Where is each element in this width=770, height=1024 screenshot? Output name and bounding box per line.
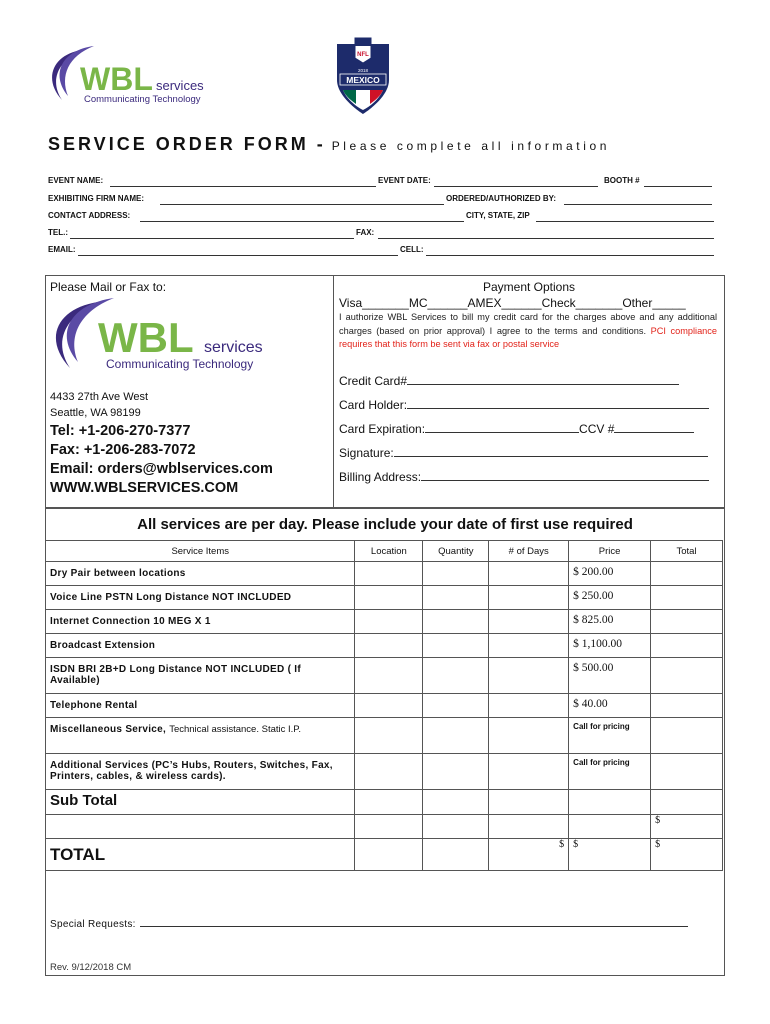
price-cell: $ 200.00 — [569, 562, 651, 586]
total-label: TOTAL — [46, 839, 355, 871]
location-cell[interactable] — [355, 718, 423, 754]
billing-field[interactable] — [421, 471, 709, 481]
location-cell[interactable] — [355, 694, 423, 718]
contact-address-field[interactable] — [140, 221, 464, 222]
location-cell[interactable] — [355, 562, 423, 586]
card-expiration-label: Card Expiration: — [339, 422, 426, 436]
total-cell[interactable] — [651, 658, 723, 694]
signature-label: Signature: — [339, 446, 394, 460]
address-line-1: 4433 27th Ave West — [50, 391, 149, 403]
ccv-field[interactable] — [614, 423, 694, 433]
days-cell[interactable] — [489, 586, 569, 610]
logo-large-suffix: services — [204, 339, 263, 356]
days-cell[interactable] — [489, 610, 569, 634]
price-cell: $ 825.00 — [569, 610, 651, 634]
days-cell[interactable] — [489, 694, 569, 718]
price-cell: Call for pricing — [569, 754, 651, 790]
service-item: Additional Services (PC’s Hubs, Routers, Switches, Fax, Printers, cables, & wireless cards). — [46, 754, 355, 790]
subtotal-label: Sub Total — [46, 790, 355, 815]
logo-tagline: Communicating Technology — [84, 94, 201, 105]
services-heading: All services are per day. Please include your date of first use required — [137, 516, 633, 533]
location-cell[interactable] — [355, 610, 423, 634]
event-date-label: EVENT DATE: — [378, 176, 431, 185]
field-row-tel — [48, 228, 714, 242]
contact-address-label: CONTACT ADDRESS: — [48, 211, 131, 220]
ordered-by-label: ORDERED/AUTHORIZED BY: — [446, 194, 557, 203]
price-cell: $ 500.00 — [569, 658, 651, 694]
table-header-row — [46, 541, 723, 562]
total-total-value[interactable]: $ — [651, 839, 723, 871]
quantity-cell[interactable] — [423, 562, 489, 586]
col-days: # of Days — [489, 541, 569, 562]
fax-field[interactable] — [378, 238, 714, 239]
days-cell[interactable] — [489, 658, 569, 694]
total-cell[interactable] — [651, 718, 723, 754]
service-item-note: Technical assistance. Static I.P. — [169, 724, 302, 735]
payment-methods[interactable]: Visa_______MC______AMEX______Check_______Other_____ — [339, 296, 686, 310]
service-item: Internet Connection 10 MEG X 1 — [46, 610, 355, 634]
fax-label: FAX: — [356, 228, 375, 237]
nfl-mexico-badge — [333, 36, 393, 116]
service-item-title: Miscellaneous Service, — [50, 724, 167, 735]
quantity-cell[interactable] — [423, 658, 489, 694]
col-service-items: Service Items — [46, 541, 355, 562]
authorization-text — [339, 311, 717, 352]
total-price-value[interactable]: $ — [569, 839, 651, 871]
event-name-field[interactable] — [110, 186, 376, 187]
svg-text:NFL: NFL — [357, 52, 369, 58]
badge-year: 2018 — [357, 68, 369, 73]
payment-title: Payment Options — [482, 280, 576, 294]
days-cell[interactable] — [489, 718, 569, 754]
price-cell: Call for pricing — [569, 718, 651, 754]
ordered-by-field[interactable] — [564, 204, 712, 205]
table-row — [46, 634, 723, 658]
event-date-field[interactable] — [434, 186, 598, 187]
special-requests-label: Special Requests: — [50, 919, 136, 930]
cell-label: CELL: — [400, 245, 424, 254]
table-row — [46, 610, 723, 634]
email-label: EMAIL: — [48, 245, 76, 254]
signature-row — [339, 446, 708, 460]
credit-card-label: Credit Card# — [339, 374, 408, 388]
location-cell[interactable] — [355, 754, 423, 790]
wbl-logo-large — [46, 296, 310, 376]
signature-field[interactable] — [394, 447, 708, 457]
days-cell[interactable] — [489, 634, 569, 658]
total-cell[interactable] — [651, 562, 723, 586]
service-item — [46, 718, 355, 754]
booth-label: BOOTH # — [604, 176, 640, 185]
quantity-cell[interactable] — [423, 754, 489, 790]
address-line-2: Seattle, WA 98199 — [50, 407, 141, 419]
form-title-sub: Please complete all information — [331, 139, 611, 153]
credit-card-row — [339, 374, 679, 388]
total-cell[interactable] — [651, 694, 723, 718]
col-total: Total — [651, 541, 723, 562]
contact-website: WWW.WBLSERVICES.COM — [50, 480, 239, 496]
badge-country: MEXICO — [346, 75, 380, 85]
city-state-zip-field[interactable] — [536, 221, 714, 222]
special-requests — [50, 918, 688, 930]
location-cell[interactable] — [355, 658, 423, 694]
location-cell[interactable] — [355, 634, 423, 658]
card-holder-row — [339, 398, 709, 412]
logo-suffix: services — [156, 78, 204, 93]
card-holder-field[interactable] — [407, 399, 709, 409]
contact-tel: Tel: +1-206-270-7377 — [50, 423, 191, 439]
quantity-cell[interactable] — [423, 694, 489, 718]
logo-large-brand: WBL — [98, 314, 194, 361]
tel-field[interactable] — [70, 238, 354, 239]
card-expiration-field[interactable] — [425, 423, 579, 433]
service-item: Voice Line PSTN Long Distance NOT INCLUDED — [46, 586, 355, 610]
quantity-cell[interactable] — [423, 718, 489, 754]
cell-field[interactable] — [426, 255, 714, 256]
total-cell[interactable] — [651, 634, 723, 658]
price-cell: $ 1,100.00 — [569, 634, 651, 658]
service-item: Telephone Rental — [46, 694, 355, 718]
authorization-body: I authorize WBL Services to bill my credit card for the charges above and any additional charges (based on prior approval) I agree to the terms and conditions. — [339, 312, 717, 336]
service-item: Dry Pair between locations — [46, 562, 355, 586]
total-cell[interactable] — [651, 754, 723, 790]
email-field[interactable] — [78, 255, 398, 256]
wbl-logo — [44, 44, 234, 110]
days-cell[interactable] — [489, 562, 569, 586]
booth-field[interactable] — [644, 186, 712, 187]
table-row — [46, 694, 723, 718]
services-table — [45, 540, 723, 871]
form-title — [48, 134, 610, 155]
days-cell[interactable] — [489, 754, 569, 790]
service-item: Broadcast Extension — [46, 634, 355, 658]
logo-brand: WBL — [80, 61, 153, 97]
subtotal-row — [46, 790, 723, 815]
tel-label: TEL.: — [48, 228, 68, 237]
special-requests-field[interactable] — [140, 918, 688, 927]
table-row — [46, 658, 723, 694]
billing-row — [339, 470, 709, 484]
pci-notice: PCI compliance requires that this form be sent via fax or postal service — [339, 325, 717, 349]
field-row-event — [48, 176, 714, 190]
service-item: ISDN BRI 2B+D Long Distance NOT INCLUDED ( If Available) — [46, 658, 355, 694]
quantity-cell[interactable] — [423, 634, 489, 658]
credit-card-field[interactable] — [407, 375, 679, 385]
col-price: Price — [569, 541, 651, 562]
col-quantity: Quantity — [423, 541, 489, 562]
card-expiration-row — [339, 422, 694, 436]
subtotal-value-row — [46, 815, 723, 839]
col-location: Location — [355, 541, 423, 562]
table-row — [46, 754, 723, 790]
exhibiting-firm-label: EXHIBITING FIRM NAME: — [48, 194, 144, 203]
quantity-cell[interactable] — [423, 586, 489, 610]
field-row-firm — [48, 194, 714, 208]
subtotal-value[interactable]: $ — [651, 815, 723, 839]
total-cell[interactable] — [651, 586, 723, 610]
quantity-cell[interactable] — [423, 610, 489, 634]
total-cell[interactable] — [651, 610, 723, 634]
table-row — [46, 718, 723, 754]
ccv-label: CCV # — [579, 422, 615, 436]
location-cell[interactable] — [355, 586, 423, 610]
billing-label: Billing Address: — [339, 470, 422, 484]
form-title-main: SERVICE ORDER FORM - — [48, 134, 326, 154]
contact-email: Email: orders@wblservices.com — [50, 461, 273, 477]
mail-payment-divider — [333, 275, 334, 508]
total-days-value[interactable]: $ — [489, 839, 569, 871]
logo-large-tagline: Communicating Technology — [106, 357, 254, 371]
price-cell: $ 250.00 — [569, 586, 651, 610]
table-row — [46, 562, 723, 586]
contact-fax: Fax: +1-206-283-7072 — [50, 442, 196, 458]
mail-title: Please Mail or Fax to: — [50, 280, 167, 294]
table-row — [46, 586, 723, 610]
price-cell: $ 40.00 — [569, 694, 651, 718]
revision-note: Rev. 9/12/2018 CM — [50, 962, 132, 973]
exhibiting-firm-field[interactable] — [160, 204, 444, 205]
event-name-label: EVENT NAME: — [48, 176, 104, 185]
card-holder-label: Card Holder: — [339, 398, 408, 412]
total-row — [46, 839, 723, 871]
city-state-zip-label: CITY, STATE, ZIP — [466, 211, 530, 220]
field-row-email — [48, 245, 714, 259]
field-row-address — [48, 211, 714, 225]
